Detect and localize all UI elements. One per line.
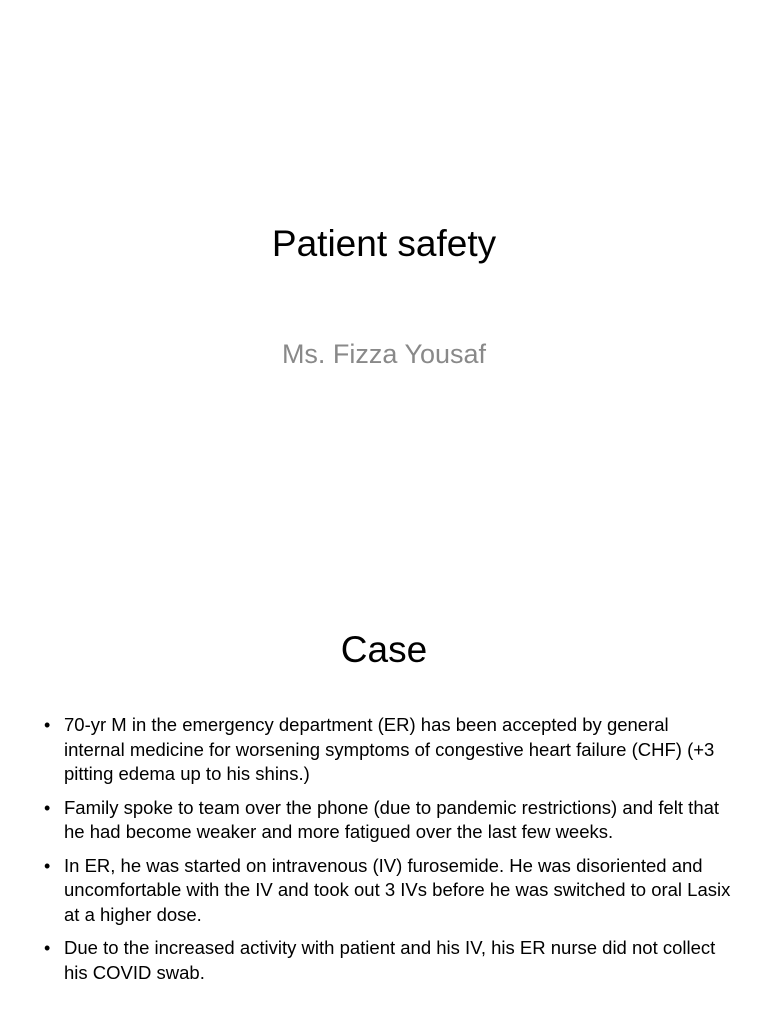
bullet-item [0,936,768,985]
bullet-icon: • [44,715,51,735]
bullet-item [0,713,768,787]
case-slide [0,576,768,1024]
slide-title: Patient safety [271,223,497,264]
bullet-list [0,713,768,994]
bullet-item [0,796,768,845]
bullet-icon: • [44,855,51,876]
slide-subtitle: Ms. Fizza Yousaf [281,339,487,369]
bullet-item [0,854,768,928]
bullet-text: Family spoke to team over the phone (due to pandemic restrictions) and felt that he had become weaker and more fatigued over the last few weeks. [64,796,720,842]
bullet-text: Due to the increased activity with patient and his IV, his ER nurse did not collect his COVID swab. [64,937,716,983]
bullet-text: 70-yr M in the emergency department (ER) has been accepted by general internal medicine for worsening symptoms of congestive heart failure (CHF) (+3 pitting edema up to his shins.) [64,714,715,784]
bullet-text: In ER, he was started on intravenous (IV) furosemide. He was disoriented and uncomfortable with the IV and took out 3 IVs before he was switched to oral Lasix at a higher dose. [64,854,731,925]
bullet-icon: • [44,938,51,958]
bullet-icon: • [44,797,51,818]
slide-title: Case [340,629,428,670]
